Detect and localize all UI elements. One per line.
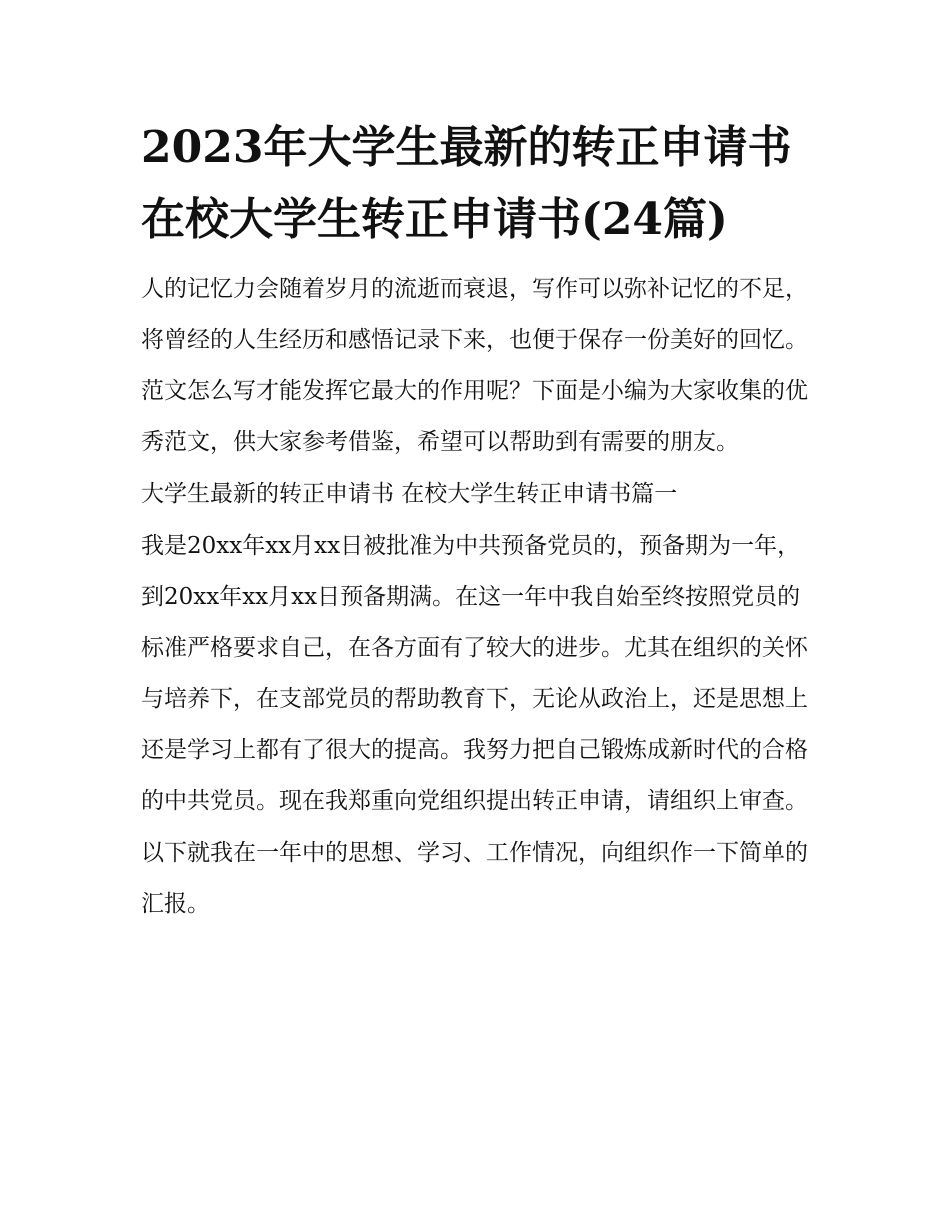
document-page [141,112,813,930]
section-heading: 大学生最新的转正申请书 在校大学生转正申请书篇一 [141,481,678,507]
body-paragraph: 我是20xx年xx月xx日被批准为中共预备党员的，预备期为一年，到20xx年xx月xx日预备期满。在这一年中我自始至终按照党员的标准严格要求自己，在各方面有了较大的进步。尤其在组织的关怀与培养下，在支部党员的帮助教育下，无论从政治上，还是思想上还是学习上都有了很大的提高。我努力把自己锻炼成新时代的合格的中共党员。现在我郑重向党组织提出转正申请，请组织上审查。 [141,533,808,814]
body-paragraph: 以下就我在一年中的思想、学习、工作情况，向组织作一下简单的汇报。 [141,840,808,917]
document-title: 2023年大学生最新的转正申请书 在校大学生转正申请书(24篇) [141,122,792,245]
intro-paragraph: 人的记忆力会随着岁月的流逝而衰退，写作可以弥补记忆的不足，将曾经的人生经历和感悟记录下来，也便于保存一份美好的回忆。范文怎么写才能发挥它最大的作用呢？下面是小编为大家收集的优秀范文，供大家参考借鉴，希望可以帮助到有需要的朋友。 [141,276,808,455]
